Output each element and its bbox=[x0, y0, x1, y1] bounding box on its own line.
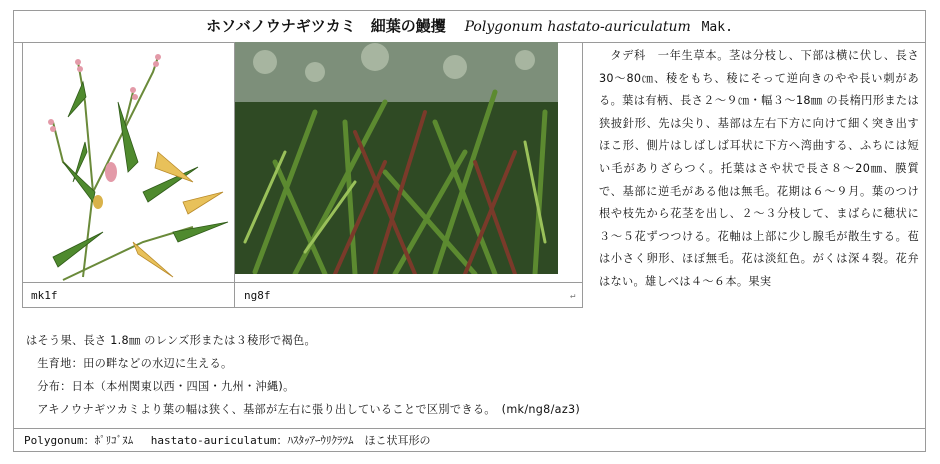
photo-cell bbox=[235, 42, 582, 282]
scientific-name: Polygonum hastato-auriculatum bbox=[464, 19, 691, 35]
plant-photo bbox=[235, 42, 558, 274]
etymology-footer bbox=[14, 428, 925, 452]
caption-row bbox=[23, 282, 582, 308]
title-row bbox=[14, 11, 925, 43]
author: Mak. bbox=[701, 20, 733, 35]
habitat: 生育地：田の畔などの水辺に生える。 bbox=[37, 357, 233, 370]
etymology-text: Polygonum：ﾎﾟﾘｺﾞﾇﾑ hastato-auriculatum：ﾊｽﾀｯｱｰｳﾘｸﾗﾂﾑ ほこ状耳形の bbox=[24, 434, 431, 447]
description-text: タデ科 一年生草本。茎は分枝し、下部は横に伏し、長さ 30～80㎝、稜をもち、稜にそって逆向きのやや長い刺がある。葉は有柄、長さ２～９㎝・幅３～18㎜ の長楕円形または狭披針形、先は尖り、基部は左右下方に向けて細く突き出すほこ形、側片はしばしば耳状に下方へ湾曲する、ふちには短い毛がありざらつく。托葉はさや状で長さ８～20㎜、膜質で、基部に逆毛がある他は無毛。花期は６～９月。葉のつけ根や枝先から花茎を出し、２～３分枝して、まばらに穂状に３～５花ずつつける。花軸は上部に少し腺毛が散生する。苞は小さく卵形、ほぼ無毛。花は淡紅色。がくは深４裂。花弁はない。雄しべは４～６本。果実 bbox=[599, 49, 919, 288]
caption-divider bbox=[234, 283, 235, 308]
return-mark: ↵ bbox=[570, 291, 576, 301]
identification-note: アキノウナギツカミより葉の幅は狭く、基部が左右に張り出していることで区別できる。 (mk/ng8/az3) bbox=[37, 403, 581, 416]
illustration-cell bbox=[23, 42, 235, 282]
description-block bbox=[599, 45, 919, 294]
photo-caption: ng8f bbox=[244, 289, 271, 302]
image-table bbox=[22, 42, 583, 308]
distribution: 分布：日本（本州関東以西・四国・九州・沖縄)。 bbox=[37, 380, 295, 393]
plant-sheet bbox=[13, 10, 926, 452]
description-continued: はそう果、長さ 1.8㎜ のレンズ形または３稜形で褐色。 bbox=[26, 334, 317, 347]
illustration-caption: mk1f bbox=[31, 289, 58, 302]
japanese-name: ホソバノウナギツカミ 細葉の鰻攫 bbox=[206, 17, 446, 35]
botanical-illustration bbox=[23, 42, 234, 282]
